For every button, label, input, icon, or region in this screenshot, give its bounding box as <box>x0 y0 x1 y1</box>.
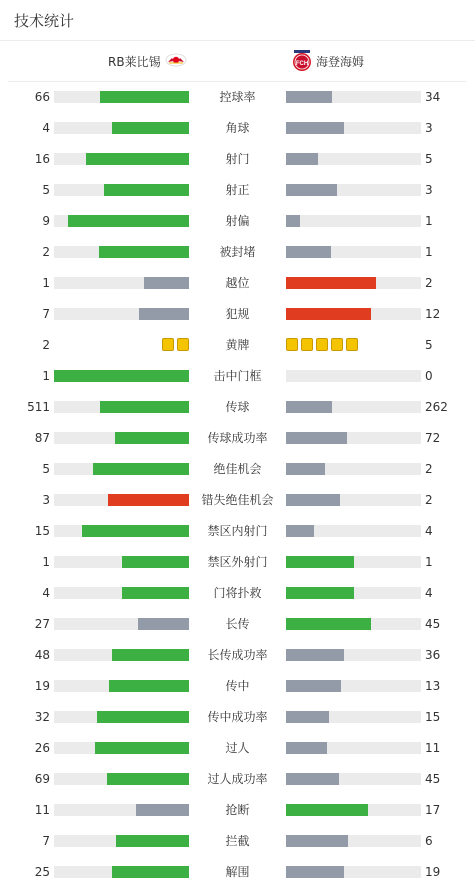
away-value: 13 <box>425 679 441 693</box>
away-team-name: 海登海姆 <box>316 55 365 69</box>
stat-label: 解围 <box>225 865 250 879</box>
home-value: 87 <box>34 431 50 445</box>
away-bar-fill <box>286 866 344 878</box>
home-value: 7 <box>42 834 50 848</box>
stat-row <box>0 764 475 795</box>
away-value: 45 <box>425 772 441 786</box>
away-bar-track <box>286 587 421 599</box>
away-bar-fill <box>286 494 340 506</box>
away-value: 2 <box>425 276 433 290</box>
stat-row <box>0 547 475 578</box>
stat-row <box>0 113 475 144</box>
stat-row <box>0 454 475 485</box>
away-value: 5 <box>425 152 433 166</box>
home-bar-track <box>54 711 189 723</box>
home-value: 511 <box>27 400 50 414</box>
header <box>0 0 475 41</box>
away-bar-fill <box>286 432 347 444</box>
home-bar-track <box>54 246 189 258</box>
away-value: 262 <box>425 400 448 414</box>
home-value: 25 <box>34 865 50 879</box>
away-bar-track <box>286 91 421 103</box>
away-value: 5 <box>425 338 433 352</box>
stat-label: 角球 <box>225 121 250 135</box>
away-bar-track <box>286 401 421 413</box>
yellow-card-icon <box>331 338 343 351</box>
home-bar-track <box>54 649 189 661</box>
home-bar-track <box>54 370 189 382</box>
stats-list <box>0 82 475 888</box>
home-bar-fill <box>95 742 190 754</box>
home-bar-fill <box>104 184 189 196</box>
home-bar-fill <box>116 835 189 847</box>
home-bar-track <box>54 835 189 847</box>
stat-label: 传中 <box>225 679 250 693</box>
home-bar-track <box>54 122 189 134</box>
home-bar-fill <box>112 649 189 661</box>
home-bar-track <box>54 401 189 413</box>
stat-label: 拦截 <box>225 834 250 848</box>
stat-label: 射门 <box>225 152 250 166</box>
home-team[interactable] <box>108 41 187 82</box>
home-bar-fill <box>99 246 189 258</box>
home-value: 5 <box>42 183 50 197</box>
home-bar-fill <box>122 587 190 599</box>
home-value: 1 <box>42 369 50 383</box>
away-bar-fill <box>286 835 348 847</box>
away-bar-track <box>286 525 421 537</box>
home-team-name: RB莱比锡 <box>108 55 161 69</box>
away-bar-track <box>286 215 421 227</box>
home-value: 32 <box>34 710 50 724</box>
away-bar-fill <box>286 122 344 134</box>
home-bar-track <box>54 215 189 227</box>
stat-label: 被封堵 <box>219 245 256 259</box>
away-bar-fill <box>286 773 339 785</box>
stat-label: 长传成功率 <box>207 648 268 662</box>
away-value: 4 <box>425 586 433 600</box>
home-value: 5 <box>42 462 50 476</box>
yellow-card-icon <box>346 338 358 351</box>
home-bar-track <box>54 618 189 630</box>
home-bar-track <box>54 494 189 506</box>
away-bar-track <box>286 618 421 630</box>
stat-row <box>0 330 475 361</box>
home-value: 19 <box>34 679 50 693</box>
away-bar-track <box>286 773 421 785</box>
stat-label: 犯规 <box>225 307 250 321</box>
stat-row <box>0 206 475 237</box>
yellow-card-icon <box>286 338 298 351</box>
home-bar-track <box>54 773 189 785</box>
stat-row <box>0 826 475 857</box>
stat-label: 禁区外射门 <box>207 555 268 569</box>
home-value: 7 <box>42 307 50 321</box>
stat-label: 传球成功率 <box>207 431 268 445</box>
stat-label: 射正 <box>225 183 250 197</box>
page-title: 技术统计 <box>14 12 75 30</box>
stat-row <box>0 299 475 330</box>
home-bar-fill <box>115 432 189 444</box>
stat-row <box>0 609 475 640</box>
fch-heidenheim-logo-icon <box>292 47 312 76</box>
away-value: 1 <box>425 245 433 259</box>
away-bar-track <box>286 153 421 165</box>
away-value: 11 <box>425 741 441 755</box>
home-bar-track <box>54 277 189 289</box>
away-bar-track <box>286 649 421 661</box>
rb-leipzig-logo-icon <box>165 53 187 70</box>
home-bar-track <box>54 463 189 475</box>
stat-row <box>0 733 475 764</box>
home-bar-track <box>54 866 189 878</box>
stat-label: 黄牌 <box>225 338 250 352</box>
home-value: 2 <box>42 338 50 352</box>
home-bar-track <box>54 556 189 568</box>
away-bar-track <box>286 804 421 816</box>
home-value: 15 <box>34 524 50 538</box>
away-bar-fill <box>286 463 325 475</box>
home-value: 48 <box>34 648 50 662</box>
away-bar-track <box>286 432 421 444</box>
stat-row <box>0 671 475 702</box>
home-bar-track <box>54 91 189 103</box>
away-bar-fill <box>286 215 300 227</box>
stat-label: 抢断 <box>225 803 250 817</box>
stat-row <box>0 702 475 733</box>
away-value: 17 <box>425 803 441 817</box>
stat-label: 越位 <box>225 276 250 290</box>
away-bar-fill <box>286 91 332 103</box>
away-value: 0 <box>425 369 433 383</box>
away-bar-fill <box>286 742 327 754</box>
away-bar-fill <box>286 711 329 723</box>
home-value: 69 <box>34 772 50 786</box>
away-bar-track <box>286 122 421 134</box>
away-value: 34 <box>425 90 441 104</box>
home-bar-track <box>54 153 189 165</box>
away-bar-fill <box>286 308 371 320</box>
home-bar-track <box>54 742 189 754</box>
home-value: 3 <box>42 493 50 507</box>
away-bar-track <box>286 308 421 320</box>
home-bar-fill <box>136 804 189 816</box>
stat-label: 门将扑救 <box>213 586 262 600</box>
home-yellow-cards <box>162 338 189 352</box>
away-team[interactable] <box>292 41 364 82</box>
home-bar-track <box>54 308 189 320</box>
away-bar-fill <box>286 277 376 289</box>
home-value: 9 <box>42 214 50 228</box>
home-value: 4 <box>42 586 50 600</box>
home-value: 11 <box>34 803 50 817</box>
away-bar-fill <box>286 246 331 258</box>
stat-row <box>0 578 475 609</box>
away-bar-track <box>286 246 421 258</box>
away-bar-track <box>286 866 421 878</box>
away-bar-track <box>286 556 421 568</box>
stat-row <box>0 144 475 175</box>
home-bar-fill <box>93 463 189 475</box>
stat-label: 击中门框 <box>213 369 262 383</box>
away-bar-fill <box>286 153 318 165</box>
away-bar-track <box>286 711 421 723</box>
away-bar-fill <box>286 680 341 692</box>
stat-row <box>0 237 475 268</box>
home-value: 1 <box>42 276 50 290</box>
svg-text:FCH: FCH <box>295 61 309 67</box>
away-value: 2 <box>425 493 433 507</box>
away-value: 12 <box>425 307 441 321</box>
away-bar-track <box>286 742 421 754</box>
stat-row <box>0 857 475 888</box>
stat-label: 射偏 <box>225 214 250 228</box>
away-bar-track <box>286 680 421 692</box>
teams-header <box>8 41 466 82</box>
home-bar-fill <box>109 680 189 692</box>
stat-row <box>0 268 475 299</box>
away-value: 19 <box>425 865 441 879</box>
home-bar-track <box>54 587 189 599</box>
home-bar-fill <box>139 308 189 320</box>
home-bar-track <box>54 184 189 196</box>
home-value: 1 <box>42 555 50 569</box>
home-bar-fill <box>100 401 189 413</box>
away-value: 45 <box>425 617 441 631</box>
away-bar-track <box>286 835 421 847</box>
away-value: 72 <box>425 431 441 445</box>
away-bar-track <box>286 277 421 289</box>
home-bar-fill <box>82 525 189 537</box>
home-bar-track <box>54 804 189 816</box>
home-bar-fill <box>68 215 190 227</box>
stat-label: 禁区内射门 <box>207 524 268 538</box>
stat-row <box>0 516 475 547</box>
away-value: 6 <box>425 834 433 848</box>
away-bar-fill <box>286 618 371 630</box>
home-bar-fill <box>122 556 190 568</box>
home-bar-track <box>54 680 189 692</box>
yellow-card-icon <box>301 338 313 351</box>
home-bar-track <box>54 525 189 537</box>
stat-row <box>0 485 475 516</box>
away-value: 1 <box>425 214 433 228</box>
away-value: 3 <box>425 183 433 197</box>
stat-row <box>0 640 475 671</box>
away-yellow-cards <box>286 338 358 352</box>
home-bar-fill <box>54 370 189 382</box>
stat-label: 传球 <box>225 400 250 414</box>
home-bar-fill <box>112 122 189 134</box>
stat-label: 长传 <box>225 617 250 631</box>
home-bar-fill <box>138 618 189 630</box>
away-bar-fill <box>286 401 332 413</box>
stat-row <box>0 392 475 423</box>
away-value: 2 <box>425 462 433 476</box>
away-value: 1 <box>425 555 433 569</box>
stat-label: 绝佳机会 <box>213 462 262 476</box>
away-bar-track <box>286 370 421 382</box>
away-bar-fill <box>286 556 354 568</box>
away-value: 4 <box>425 524 433 538</box>
home-value: 66 <box>34 90 50 104</box>
home-bar-fill <box>107 773 189 785</box>
home-bar-fill <box>97 711 189 723</box>
stat-label: 传中成功率 <box>207 710 268 724</box>
away-bar-fill <box>286 649 344 661</box>
home-value: 27 <box>34 617 50 631</box>
stat-label: 错失绝佳机会 <box>201 493 274 507</box>
home-value: 26 <box>34 741 50 755</box>
stat-row <box>0 795 475 826</box>
stat-label: 控球率 <box>219 90 256 104</box>
home-bar-fill <box>144 277 189 289</box>
away-value: 3 <box>425 121 433 135</box>
yellow-card-icon <box>177 338 189 351</box>
home-bar-fill <box>108 494 189 506</box>
stat-label: 过人 <box>225 741 250 755</box>
yellow-card-icon <box>162 338 174 351</box>
stat-row <box>0 175 475 206</box>
away-bar-fill <box>286 184 337 196</box>
away-bar-track <box>286 494 421 506</box>
stat-label: 过人成功率 <box>207 772 268 786</box>
home-value: 16 <box>34 152 50 166</box>
yellow-card-icon <box>316 338 328 351</box>
away-bar-track <box>286 463 421 475</box>
stat-row <box>0 423 475 454</box>
home-value: 4 <box>42 121 50 135</box>
home-bar-fill <box>86 153 189 165</box>
away-value: 15 <box>425 710 441 724</box>
home-value: 2 <box>42 245 50 259</box>
away-bar-track <box>286 184 421 196</box>
away-bar-fill <box>286 587 354 599</box>
away-value: 36 <box>425 648 441 662</box>
away-bar-fill <box>286 525 314 537</box>
home-bar-track <box>54 432 189 444</box>
home-bar-fill <box>100 91 189 103</box>
stat-row <box>0 361 475 392</box>
stat-row <box>0 82 475 113</box>
away-bar-fill <box>286 804 368 816</box>
home-bar-fill <box>112 866 189 878</box>
